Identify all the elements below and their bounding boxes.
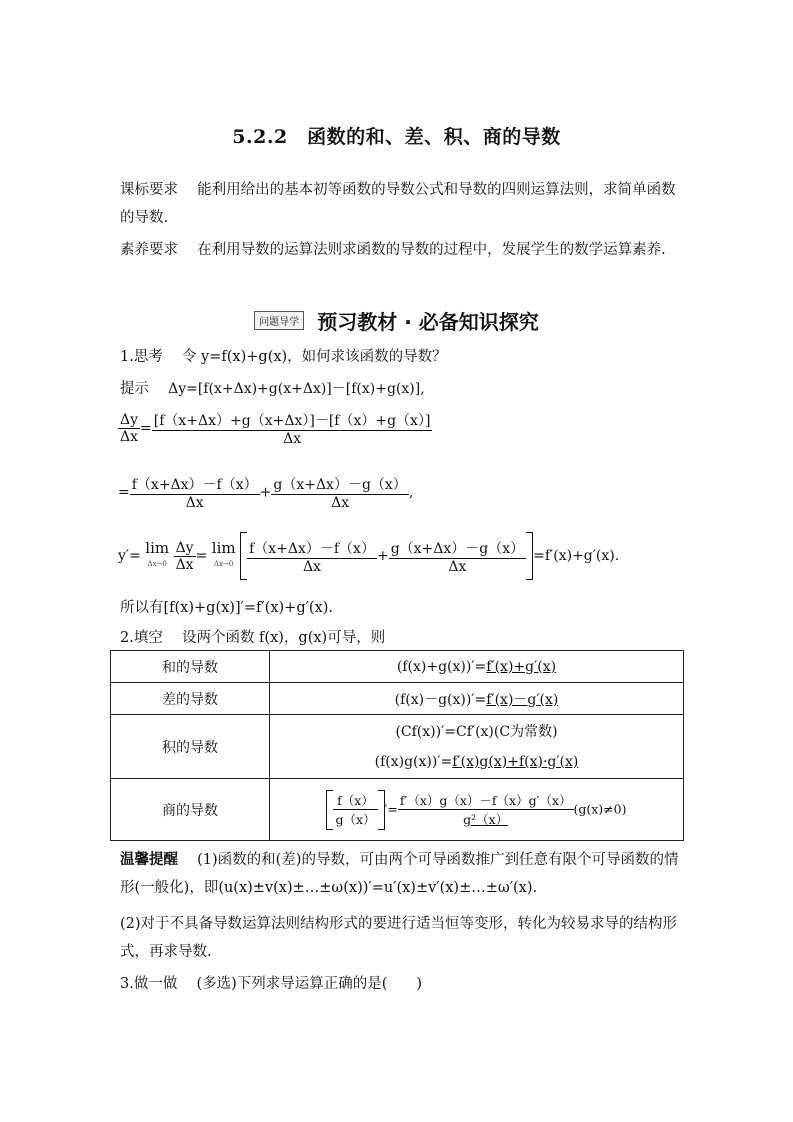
table-row bbox=[111, 779, 684, 841]
f-difference-fraction-2: $\frac{f(x+\Delta x)-f(x)}{\Delta x}$ bbox=[247, 538, 377, 575]
dy-dx-fraction-2: $\frac{\Delta y}{\Delta x}$ bbox=[175, 539, 194, 573]
q1-label: 1.思考 bbox=[120, 349, 163, 365]
q1-conclusion: 所以有[f(x)+g(x)]′=f′(x)+g′(x). bbox=[120, 600, 334, 616]
quotient-rule-fraction: $\frac{f'(x)g(x)-f(x)g'(x)}{\text{g²（x）}}$ bbox=[399, 793, 572, 827]
rule-name-product: 积的导数 bbox=[111, 715, 270, 779]
split-fraction-eq: = $\frac{f(x+\Delta x)-f(x)}{\Delta x}$ + $\frac{g(x+\Delta x)-g(x)}{\Delta x}$ , bbox=[118, 474, 413, 511]
hint-label: 提示 bbox=[120, 381, 149, 397]
q3-text: (多选)下列求导运算正确的是( ) bbox=[196, 976, 423, 992]
question-3 bbox=[120, 972, 422, 993]
page-title: 5.2.2 函数的和、差、积、商的导数 bbox=[232, 126, 561, 148]
rule-name-sum: 和的导数 bbox=[111, 651, 270, 683]
q3-label: 3.做一做 bbox=[120, 976, 178, 992]
tip-paragraph-1 bbox=[120, 846, 680, 902]
limit-result: =f′(x)+g′(x). bbox=[533, 548, 620, 564]
limit-symbol-2: lim Δx→0 bbox=[211, 539, 236, 568]
derivative-rules-table bbox=[110, 650, 684, 841]
limit-symbol-1: lim Δx→0 bbox=[145, 539, 170, 568]
q2-text: 设两个函数 f(x)，g(x)可导，则 bbox=[181, 630, 386, 646]
rule-name-difference: 差的导数 bbox=[111, 683, 270, 715]
rule-formula-sum: (f(x)+g(x))′=f′(x)+g′(x) bbox=[270, 651, 684, 683]
q2-label: 2.填空 bbox=[120, 630, 163, 646]
section-header bbox=[0, 306, 793, 335]
f-difference-fraction: $\frac{f(x+\Delta x)-f(x)}{\Delta x}$ bbox=[130, 474, 260, 511]
question-1 bbox=[120, 345, 447, 366]
curriculum-text: 能利用给出的基本初等函数的导数公式和导数的四则运算法则，求简单函数的导数. bbox=[120, 182, 676, 226]
rule-formula-product: (Cf(x))′=Cf′(x)(C为常数) (f(x)g(x))′=f′(x)g(x)+f(x)·g′(x) bbox=[270, 715, 684, 779]
curriculum-requirement bbox=[120, 176, 680, 232]
section-tag: 问题导学 bbox=[254, 311, 304, 330]
difference-quotient-eq: $\frac{\Delta y}{\Delta x}$ = $\frac{[f(x+\Delta x)+g(x+\Delta x)]-[f(x)+g(x)]}{\Delta x}$ bbox=[120, 412, 431, 447]
table-row bbox=[111, 651, 684, 683]
literacy-text: 在利用导数的运算法则求函数的导数的过程中，发展学生的数学运算素养. bbox=[197, 242, 666, 258]
literacy-label: 素养要求 bbox=[120, 242, 178, 258]
difference-fraction: $\frac{[f(x+\Delta x)+g(x+\Delta x)]-[f(x)+g(x)]}{\Delta x}$ bbox=[152, 410, 433, 447]
tip-paragraph-2: (2)对于不具备导数运算法则结构形式的要进行适当恒等变形，转化为较易求导的结构形式，再求导数. bbox=[120, 916, 678, 960]
hint-equation: Δy=[f(x+Δx)+g(x+Δx)]－[f(x)+g(x)], bbox=[168, 381, 425, 397]
dy-dx-fraction: $\frac{\Delta y}{\Delta x}$ bbox=[120, 412, 139, 445]
tip-label: 温馨提醒 bbox=[120, 851, 178, 868]
curriculum-label: 课标要求 bbox=[120, 182, 178, 198]
q1-text: 令 y=f(x)+g(x)，如何求该函数的导数？ bbox=[181, 349, 447, 365]
rule-formula-difference: (f(x)－g(x))′=f′(x)－g′(x) bbox=[270, 683, 684, 715]
quotient-fraction: $\frac{f(x)}{g(x)}$ bbox=[335, 793, 376, 827]
g-difference-fraction-2: $\frac{g(x+\Delta x)-g(x)}{\Delta x}$ bbox=[389, 538, 526, 575]
g-difference-fraction: $\frac{g(x+\Delta x)-g(x)}{\Delta x}$ bbox=[271, 474, 408, 511]
hint-line bbox=[120, 377, 425, 398]
table-row bbox=[111, 715, 684, 779]
y-prime: y′= bbox=[118, 548, 141, 564]
tip-text-1: (1)函数的和(差)的导数，可由两个可导函数推广到任意有限个可导函数的情形(一般化)，即(u(x)±v(x)±…±ω(x))′=u′(x)±v′(x)±…±ω′(x). bbox=[120, 852, 679, 896]
rule-name-quotient: 商的导数 bbox=[111, 779, 270, 841]
left-bracket bbox=[240, 532, 247, 580]
rule-formula-quotient: $\frac{f(x)}{g(x)}$ ′= $\frac{f'(x)g(x)-f(x)g'(x)}{\text{g²（x）}}$ (g(x)≠0) bbox=[270, 779, 684, 841]
limit-derivative-eq: y′= lim Δx→0 $\frac{\Delta y}{\Delta x}$ = lim Δx→0 $\frac{f(x+\Delta x)-f(x)}{\Delta x}$ + $\frac{g(x+\Delta x)-g(x)}{\Delta x}$ =f′(x)+g′(x). bbox=[118, 532, 619, 580]
literacy-requirement bbox=[120, 236, 680, 264]
table-row bbox=[111, 683, 684, 715]
section-title: 预习教材 · 必备知识探究 bbox=[317, 310, 539, 334]
question-2 bbox=[120, 626, 385, 647]
